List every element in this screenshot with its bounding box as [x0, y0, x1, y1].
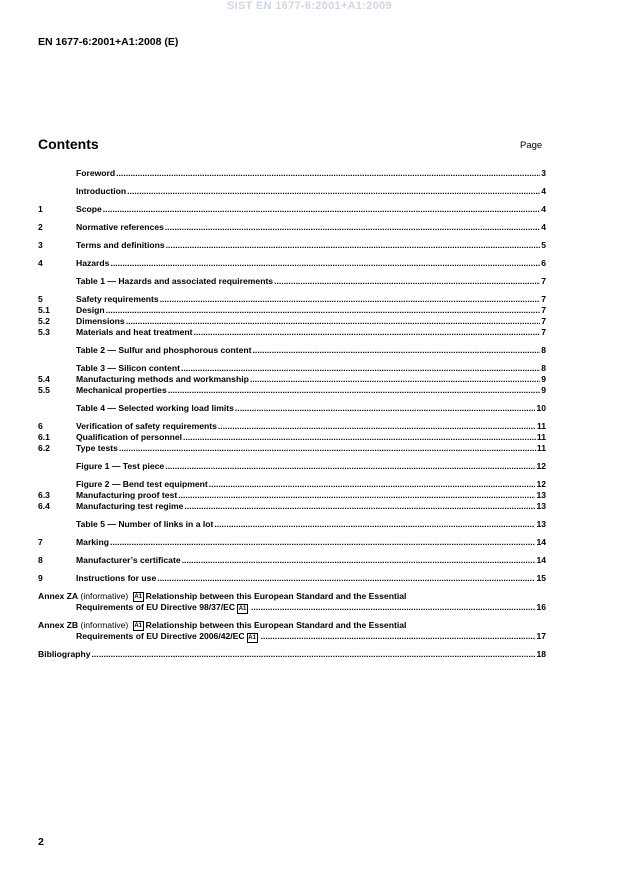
- toc-entry[interactable]: [38, 258, 546, 269]
- toc-dot-leader: [127, 186, 540, 197]
- toc-entry-title: Manufacturing proof test: [76, 490, 178, 500]
- toc-entry-title: Materials and heat treatment: [76, 327, 193, 337]
- toc-entry-page: 18: [536, 649, 546, 659]
- toc-entry-title: Manufacturing test regime: [76, 501, 184, 511]
- amendment-start-marker: A1: [134, 622, 142, 629]
- toc-entry-title: Verification of safety requirements: [76, 421, 217, 431]
- toc-dot-leader: [168, 385, 540, 396]
- toc-entry-title: Qualification of personnel: [76, 432, 182, 442]
- toc-dot-leader: [119, 443, 536, 454]
- toc-entry[interactable]: [38, 327, 546, 338]
- toc-dot-leader: [261, 631, 536, 642]
- toc-entry[interactable]: [38, 555, 546, 566]
- toc-entry-number: 2: [38, 222, 43, 232]
- toc-entry-page: 7: [541, 327, 546, 337]
- toc-dot-leader: [116, 168, 540, 179]
- toc-entry-title: Table 2 — Sulfur and phosphorous content: [76, 345, 252, 355]
- toc-entry[interactable]: [38, 537, 546, 548]
- toc-entry-page: 4: [541, 204, 546, 214]
- toc-dot-leader: [157, 573, 535, 584]
- toc-entry-page: 3: [541, 168, 546, 178]
- toc-entry-page: 11: [536, 443, 546, 453]
- amendment-end-marker: A1: [248, 635, 256, 641]
- toc-entry[interactable]: [38, 186, 546, 197]
- toc-entry-number: 8: [38, 555, 43, 565]
- toc-entry-title: Introduction: [76, 186, 127, 196]
- toc-dot-leader: [194, 327, 541, 338]
- toc-entry[interactable]: [38, 443, 546, 454]
- toc-dot-leader: [166, 240, 541, 251]
- toc-entry-title: Figure 2 — Bend test equipment: [76, 479, 208, 489]
- toc-entry[interactable]: [38, 385, 546, 396]
- toc-dot-leader: [214, 519, 535, 530]
- toc-dot-leader: [184, 501, 535, 512]
- toc-entry-page: 13: [536, 519, 546, 529]
- toc-entry-page: 5: [541, 240, 546, 250]
- toc-entry-title: Manufacturing methods and workmanship: [76, 374, 249, 384]
- document-id: EN 1677-6:2001+A1:2008 (E): [38, 36, 179, 48]
- toc-entry-page: 9: [541, 385, 546, 395]
- toc-entry-page: 11: [536, 432, 546, 442]
- toc-dot-leader: [181, 363, 540, 374]
- toc-entry-title: Table 5 — Number of links in a lot: [76, 519, 214, 529]
- toc-entry-page: 10: [536, 403, 546, 413]
- toc-entry[interactable]: [38, 363, 546, 374]
- toc-entry-page: 4: [541, 222, 546, 232]
- toc-dot-leader: [103, 204, 540, 215]
- toc-entry[interactable]: [38, 479, 546, 490]
- toc-entry-number: 5.3: [38, 327, 50, 337]
- toc-entry-page: 12: [536, 461, 546, 471]
- toc-dot-leader: [106, 305, 541, 316]
- toc-entry-number: 9: [38, 573, 43, 583]
- toc-entry-title: Hazards: [76, 258, 110, 268]
- toc-entry-page: 8: [541, 363, 546, 373]
- toc-dot-leader: [178, 490, 535, 501]
- toc-entry-number: 3: [38, 240, 43, 250]
- toc-entry-number: 6: [38, 421, 43, 431]
- toc-entry-page: 13: [536, 490, 546, 500]
- page-number: 2: [38, 836, 44, 848]
- annex-line-1: [38, 620, 546, 631]
- toc-entry-title: Instructions for use: [76, 573, 157, 583]
- toc-entry-page: 11: [536, 421, 546, 431]
- toc-entry-title: Terms and definitions: [76, 240, 165, 250]
- annex-page: 16: [536, 602, 546, 612]
- toc-dot-leader: [253, 345, 541, 356]
- annex-page: 17: [536, 631, 546, 641]
- annex-note: (informative): [80, 620, 129, 630]
- annex-entry[interactable]: [38, 591, 546, 613]
- toc-dot-leader: [235, 403, 536, 414]
- toc-entry[interactable]: [38, 421, 546, 432]
- annex-line-2: [38, 602, 546, 613]
- toc-entry-number: 6.4: [38, 501, 50, 511]
- toc-dot-leader: [218, 421, 536, 432]
- toc-entry-page: 7: [541, 305, 546, 315]
- toc-entry[interactable]: [38, 432, 546, 443]
- annex-line-2: [38, 631, 546, 642]
- toc-entry-title: Table 4 — Selected working load limits: [76, 403, 234, 413]
- toc-entry-number: 5: [38, 294, 43, 304]
- toc-dot-leader: [165, 461, 535, 472]
- toc-entry-number: 1: [38, 204, 43, 214]
- annex-title-line-2: Requirements of EU Directive 98/37/EC: [76, 602, 236, 612]
- toc-entry-page: 15: [536, 573, 546, 583]
- toc-entry[interactable]: [38, 305, 546, 316]
- toc-entry[interactable]: [38, 501, 546, 512]
- toc-entry-page: 13: [536, 501, 546, 511]
- toc-entry-page: 7: [541, 276, 546, 286]
- toc-dot-leader: [182, 555, 536, 566]
- toc-entry-number: 5.2: [38, 316, 50, 326]
- page-column-label: Page: [520, 140, 543, 151]
- toc-entry-page: 14: [536, 555, 546, 565]
- toc-dot-leader: [209, 479, 536, 490]
- toc-entry-title: Type tests: [76, 443, 118, 453]
- toc-dot-leader: [165, 222, 540, 233]
- amendment-end-marker: A1: [238, 606, 247, 612]
- toc-entry-title: Design: [76, 305, 105, 315]
- toc-dot-leader: [274, 276, 540, 287]
- toc-entry-page: 4: [541, 186, 546, 196]
- toc-entry-page: 9: [541, 374, 546, 384]
- toc-entry-number: 6.2: [38, 443, 50, 453]
- annex-title-line-2: Requirements of EU Directive 2006/42/EC: [76, 631, 245, 641]
- annex-line-1: [38, 591, 546, 602]
- toc-entry-number: 6.1: [38, 432, 50, 442]
- toc-entry-number: 7: [38, 537, 43, 547]
- toc-dot-leader: [92, 649, 536, 660]
- toc-entry-number: 5.1: [38, 305, 50, 315]
- toc-entry-title: Manufacturer’s certificate: [76, 555, 181, 565]
- toc-entry-page: 7: [541, 294, 546, 304]
- toc-dot-leader: [250, 374, 540, 385]
- toc-entry[interactable]: [38, 240, 546, 251]
- toc-entry-number: 6.3: [38, 490, 50, 500]
- toc-entry-title: Marking: [76, 537, 109, 547]
- toc-entry[interactable]: [38, 573, 546, 584]
- toc-entry[interactable]: [38, 403, 546, 414]
- toc-entry-title: Table 3 — Silicon content: [76, 363, 180, 373]
- toc-dot-leader: [110, 258, 540, 269]
- annex-entry[interactable]: [38, 620, 546, 642]
- toc-entry-title: Normative references: [76, 222, 164, 232]
- annex-label: Annex ZB: [38, 620, 79, 630]
- toc-entry-page: 7: [541, 316, 546, 326]
- annex-title-line-1: Relationship between this European Standard and the Essential: [145, 591, 407, 601]
- toc-dot-leader: [126, 316, 541, 327]
- toc-entry-page: 14: [536, 537, 546, 547]
- toc-entry-title: Safety requirements: [76, 294, 159, 304]
- toc-entry-number: 5.4: [38, 374, 50, 384]
- toc-entry[interactable]: [38, 316, 546, 327]
- toc-entry-number: 5.5: [38, 385, 50, 395]
- toc-entry-title: Scope: [76, 204, 102, 214]
- toc-entry-bibliography[interactable]: [38, 649, 546, 660]
- toc-entry-page: 8: [541, 345, 546, 355]
- toc-entry[interactable]: [38, 374, 546, 385]
- toc-entry-title: Table 1 — Hazards and associated requirements: [76, 276, 274, 286]
- toc-entry[interactable]: [38, 204, 546, 215]
- toc-entry[interactable]: [38, 461, 546, 472]
- toc-entry-number: 4: [38, 258, 43, 268]
- toc-dot-leader: [110, 537, 535, 548]
- table-of-contents: [38, 168, 546, 660]
- toc-entry-page: 6: [541, 258, 546, 268]
- toc-entry[interactable]: [38, 222, 546, 233]
- annex-title-line-1: Relationship between this European Standard and the Essential: [145, 620, 407, 630]
- toc-entry-title: Foreword: [76, 168, 116, 178]
- toc-entry-title: Dimensions: [76, 316, 125, 326]
- toc-dot-leader: [183, 432, 536, 443]
- toc-entry[interactable]: [38, 294, 546, 305]
- toc-entry[interactable]: [38, 519, 546, 530]
- annex-note: (informative): [80, 591, 129, 601]
- toc-entry[interactable]: [38, 276, 546, 287]
- toc-entry[interactable]: [38, 490, 546, 501]
- toc-entry-title: Figure 1 — Test piece: [76, 461, 165, 471]
- amendment-start-marker: A1: [134, 593, 142, 600]
- annex-label: Annex ZA: [38, 591, 79, 601]
- toc-dot-leader: [251, 602, 535, 613]
- toc-entry[interactable]: [38, 168, 546, 179]
- toc-entry-title: Mechanical properties: [76, 385, 167, 395]
- toc-dot-leader: [160, 294, 541, 305]
- contents-heading: Contents: [38, 136, 99, 152]
- toc-entry[interactable]: [38, 345, 546, 356]
- toc-entry-page: 12: [536, 479, 546, 489]
- watermark: SIST EN 1677-6:2001+A1:2009: [227, 0, 392, 12]
- toc-entry-title: Bibliography: [38, 649, 91, 659]
